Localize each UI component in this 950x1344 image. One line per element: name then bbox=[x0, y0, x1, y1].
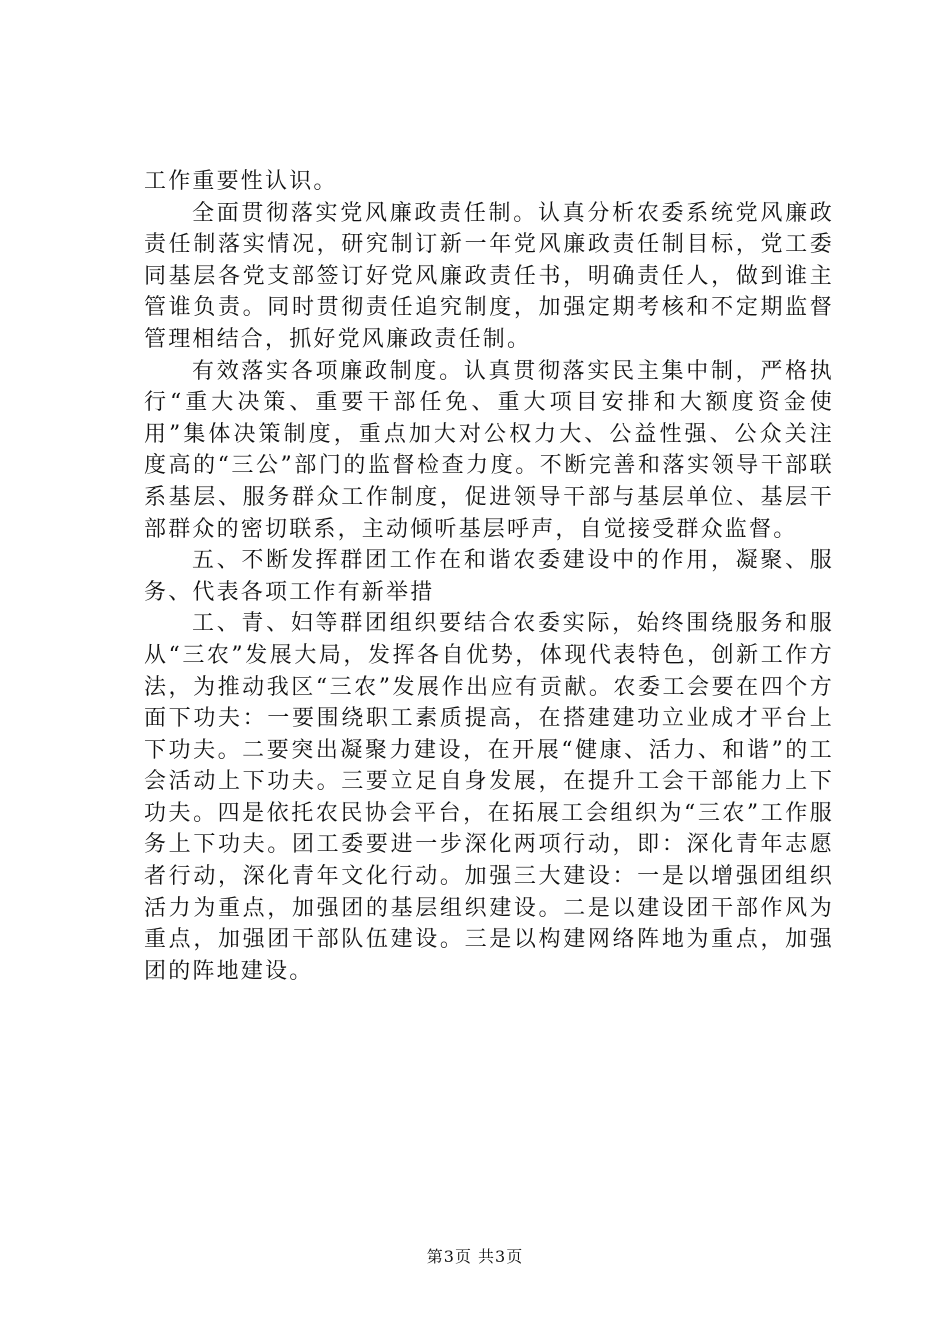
paragraph-mass-organizations: 工、青、妇等群团组织要结合农委实际，始终围绕服务和服从“三农”发展大局，发挥各自优势，体现代表特色，创新工作方法，为推动我区“三农”发展作出应有贡献。农委工会要在四个方面下功夫：一要围绕职工素质提高，在搭建建功立业成才平台上下功夫。二要突出凝聚力建设，在开展“健康、活力、和谐”的工会活动上下功夫。三要立足自身发展，在提升工会干部能力上下功夫。四是依托农民协会平台，在拓展工会组织为“三农”工作服务上下功夫。团工委要进一步深化两项行动，即：深化青年志愿者行动，深化青年文化行动。加强三大建设：一是以增强团组织活力为重点，加强团的基层组织建设。二是以建设团干部作风为重点，加强团干部队伍建设。三是以构建网络阵地为重点，加强团的阵地建设。 bbox=[144, 611, 834, 984]
section-heading-five: 五、不断发挥群团工作在和谐农委建设中的作用，凝聚、服务、代表各项工作有新举措 bbox=[144, 548, 834, 605]
paragraph-continuation: 工作重要性认识。 bbox=[144, 169, 338, 194]
paragraph-integrity-rules: 有效落实各项廉政制度。认真贯彻落实民主集中制，严格执行“重大决策、重要干部任免、重大项目安排和大额度资金使用”集体决策制度，重点加大对公权力大、公益性强、公众关注度高的“三公”部门的监督检查力度。不断完善和落实领导干部联系基层、服务群众工作制度，促进领导干部与基层单位、基层干部群众的密切联系，主动倾听基层呼声，自觉接受群众监督。 bbox=[144, 358, 834, 542]
paragraph-responsibility-system: 全面贯彻落实党风廉政责任制。认真分析农委系统党风廉政责任制落实情况，研究制订新一年党风廉政责任制目标，党工委同基层各党支部签订好党风廉政责任书，明确责任人，做到谁主管谁负责。同时贯彻责任追究制度，加强定期考核和不定期监督管理相结合，抓好党风廉政责任制。 bbox=[144, 200, 834, 352]
page-number-footer: 第3页 共3页 bbox=[426, 1247, 524, 1266]
document-body bbox=[144, 166, 834, 987]
